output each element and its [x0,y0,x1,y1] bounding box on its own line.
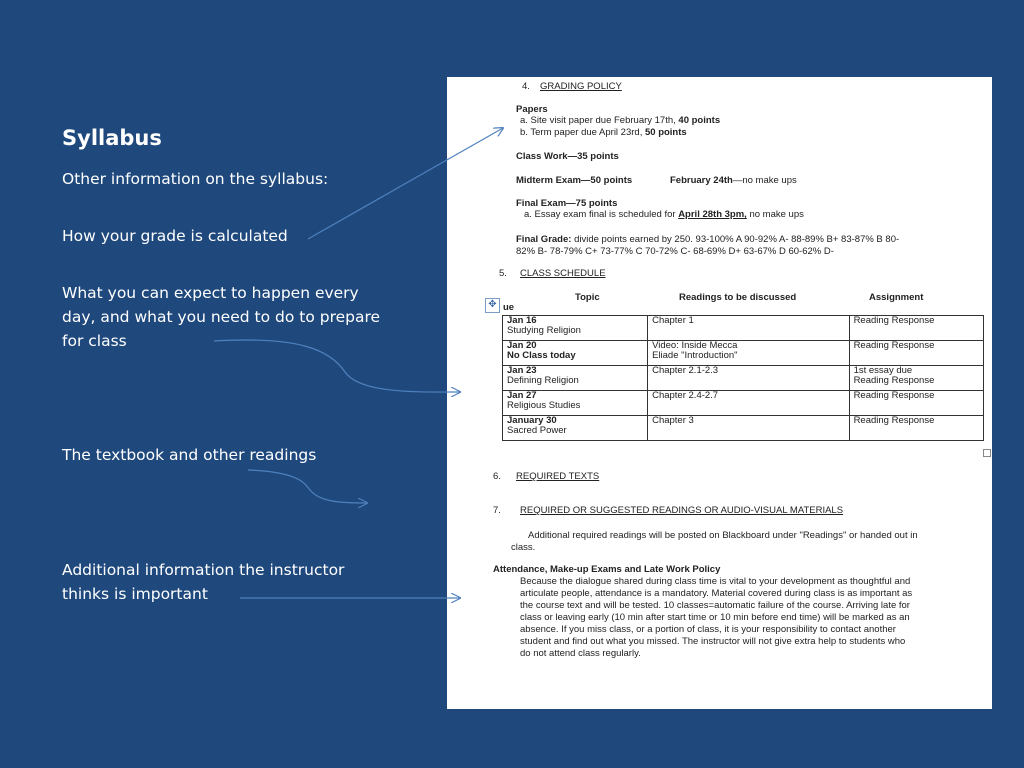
texts-heading: REQUIRED TEXTS [516,471,600,482]
resize-handle[interactable] [983,449,991,457]
assignment-cell [849,366,983,391]
final-exam-a: a. Essay exam final is scheduled for April 28th 3pm, no make ups [524,209,804,220]
cell-text: No Class today [507,350,576,361]
schedule-row [503,341,984,366]
cell-text: Reading Response [853,315,935,326]
attendance-line: class or leaving early (10 min after start time or 10 min before end time) will be marked as an [520,612,910,623]
classwork: Class Work—35 points [516,151,619,162]
cell-text: Reading Response [853,390,935,401]
attendance-line: absence. If you miss class, or a portion of class, it is your responsibility to contact another [520,624,896,635]
col-topic: Topic [575,292,600,303]
syllabus-document [447,77,992,709]
readings-line1: Additional required readings will be posted on Blackboard under "Readings" or handed out in [528,530,918,541]
papers-label: Papers [516,104,548,115]
slide-title: Syllabus [62,126,162,150]
slide-subtitle: Other information on the syllabus: [62,170,329,188]
cell-text: Chapter 3 [652,415,694,426]
reading-cell [648,416,849,441]
cell-text: Chapter 1 [652,315,694,326]
attendance-line: Because the dialogue shared during class time is vital to your development as thoughtful and [520,576,911,587]
schedule-table [502,315,984,441]
cell-text: Reading Response [853,375,935,386]
attendance-heading: Attendance, Make-up Exams and Late Work Policy [493,564,721,575]
bullet-additional: Additional information the instructor thinks is important [62,561,345,603]
attendance-line: articulate people, attendance is a mandatory. Material covered during class is as important as [520,588,913,599]
bullet-textbook: The textbook and other readings [62,446,317,464]
due-fragment: ue [503,302,515,313]
texts-number: 6. [493,471,501,482]
cell-text: Reading Response [853,340,935,351]
grading-heading: GRADING POLICY [540,81,622,92]
grading-number: 4. [522,81,530,92]
reading-cell [648,316,849,341]
readings-number: 7. [493,505,501,516]
cell-text: Reading Response [853,415,935,426]
schedule-row [503,416,984,441]
move-handle-icon[interactable]: ✥ [485,298,500,313]
schedule-row [503,366,984,391]
cell-text: Jan 27 [507,390,537,401]
cell-text: Video: Inside Mecca [652,340,738,351]
cell-text: January 30 [507,415,557,426]
final-grade-line2: 82% B- 78-79% C+ 73-77% C 70-72% C- 68-69% D+ 63-67% D 60-62% D- [516,246,834,257]
schedule-number: 5. [499,268,507,279]
cell-text: Chapter 2.4-2.7 [652,390,719,401]
cell-text: Jan 20 [507,340,537,351]
date-cell [503,341,648,366]
midterm: Midterm Exam—50 points [516,175,633,186]
paper-a: a. Site visit paper due February 17th, 40 points [520,115,721,126]
midterm-date: February 24th—no make ups [670,175,797,186]
date-cell [503,316,648,341]
cell-text: 1st essay due [853,365,913,376]
reading-cell [648,366,849,391]
col-readings: Readings to be discussed [679,292,797,303]
readings-heading: REQUIRED OR SUGGESTED READINGS OR AUDIO-VISUAL MATERIALS [520,505,844,516]
final-grade-line1: Final Grade: divide points earned by 250. 93-100% A 90-92% A- 88-89% B+ 83-87% B 80- [516,234,900,245]
col-assignment: Assignment [869,292,924,303]
attendance-line: the course text and will be tested. 10 classes=automatic failure of the course. Arriving late for [520,600,910,611]
assignment-cell [849,316,983,341]
cell-text: Jan 16 [507,315,537,326]
final-exam: Final Exam—75 points [516,198,618,209]
reading-cell [648,391,849,416]
arrow-textbook [248,470,367,503]
paper-b: b. Term paper due April 23rd, 50 points [520,127,687,138]
attendance-line: do not attend class regularly. [520,648,641,659]
bullet-grade: How your grade is calculated [62,227,288,245]
cell-text: Eliade "Introduction" [652,350,738,361]
assignment-cell [849,391,983,416]
cell-text: Chapter 2.1-2.3 [652,365,719,376]
readings-line2: class. [511,542,536,553]
schedule-heading: CLASS SCHEDULE [520,268,606,279]
cell-text: Sacred Power [507,425,567,436]
date-cell [503,416,648,441]
bullet-schedule: What you can expect to happen every day, and what you need to do to prepare for class [62,284,381,350]
date-cell [503,391,648,416]
schedule-row [503,316,984,341]
cell-text: Defining Religion [507,375,579,386]
assignment-cell [849,341,983,366]
cell-text: Religious Studies [507,400,581,411]
date-cell [503,366,648,391]
reading-cell [648,341,849,366]
cell-text: Jan 23 [507,365,537,376]
attendance-line: student and find out what you missed. The instructor will not give extra help to students who [520,636,906,647]
assignment-cell [849,416,983,441]
cell-text: Studying Religion [507,325,581,336]
schedule-row [503,391,984,416]
